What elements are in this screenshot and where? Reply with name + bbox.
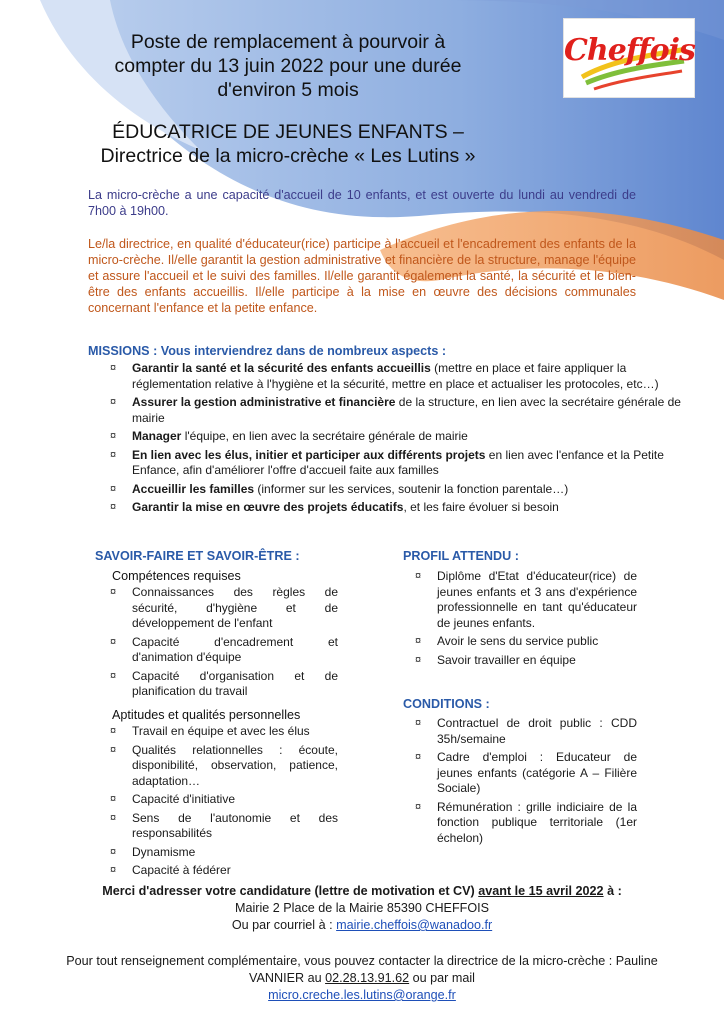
mission-item: ¤ Garantir la santé et la sécurité des enfants accueillis (mettre en place et faire appliquer la réglementation relative à l'hygiène et la sécurité, mettre en place et actualiser les protocoles, etc…) [110, 361, 659, 391]
email-line: Ou par courriel à : mairie.cheffois@wanadoo.fr [231, 918, 493, 932]
aptitude-item: ¤ Dynamisme [110, 844, 196, 859]
aptitude-item: ¤ Sens de l'autonomie et des responsabilités [110, 810, 338, 840]
condition-item: ¤ Cadre d'emploi : Educateur de jeunes enfants (catégorie A – Filière Sociale) [415, 750, 637, 795]
competence-item: ¤ Capacité d'encadrement et d'animation d'équipe [110, 634, 338, 664]
bullet-icon: ¤ [110, 430, 117, 442]
profil-item: ¤ Diplôme d'Etat d'éducateur(rice) de jeunes enfants et 3 ans d'expérience professionnelle en tant qu'éducateur de jeunes enfants. [415, 569, 637, 630]
bullet-icon: ¤ [110, 669, 117, 682]
bullet-icon: ¤ [110, 725, 117, 737]
intro-paragraph: La micro-crèche a une capacité d'accueil de 10 enfants, et est ouverte du lundi au vendredi de 7h00 à 19h00. [88, 188, 636, 218]
contact-phone[interactable]: 02.28.13.91.62 [325, 971, 410, 985]
aptitudes-heading: Aptitudes et qualités personnelles [112, 708, 301, 722]
post-title-line-3: d'environ 5 mois [217, 79, 359, 101]
role-paragraph: Le/la directrice, en qualité d'éducateur(rice) participe à l'accueil et l'encadrement des enfants de la micro-crèche. Il/elle garantit la gestion administrative et financière de la structure, manage l'équipe et assure l'accueil et le suivi des familles. Il/elle garantit également la santé, la sécurité et le bien-être des enfants accueillis. Il/elle participe à la mise en œuvre des décisions communales concernant l'enfance et la petite enfance. [88, 237, 636, 315]
post-title [88, 30, 488, 102]
mairie-email-link[interactable]: mairie.cheffois@wanadoo.fr [336, 918, 493, 932]
aptitude-item: ¤ Capacité d'initiative [110, 792, 236, 806]
aptitude-item: ¤ Capacité à fédérer [110, 863, 231, 877]
savoir-heading: SAVOIR-FAIRE ET SAVOIR-ÊTRE : [95, 549, 300, 563]
missions-list [110, 361, 682, 519]
cheffois-logo [563, 18, 695, 98]
profil-item: ¤ Savoir travailler en équipe [415, 652, 576, 667]
application-instructions: Merci d'adresser votre candidature (lettre de motivation et CV) avant le 15 avril 2022 à : [102, 884, 622, 898]
bullet-icon: ¤ [110, 793, 117, 805]
job-title [88, 120, 488, 168]
bullet-icon: ¤ [415, 717, 422, 729]
job-title-line-2: Directrice de la micro-crèche « Les Lutins » [100, 145, 476, 167]
missions-heading: MISSIONS : Vous interviendrez dans de nombreux aspects : [88, 344, 447, 358]
conditions-list [415, 716, 637, 849]
mairie-address: Mairie 2 Place de la Mairie 85390 CHEFFOIS [234, 901, 490, 915]
condition-item: ¤ Contractuel de droit public : CDD 35h/semaine [415, 716, 637, 746]
bullet-icon: ¤ [110, 586, 117, 598]
post-title-line-2: compter du 13 juin 2022 pour une durée [114, 55, 462, 77]
competence-item: ¤ Capacité d'organisation et de planification du travail [110, 668, 338, 698]
contact-block [40, 953, 684, 1004]
bullet-icon: ¤ [110, 635, 117, 648]
mission-item: ¤ Manager l'équipe, en lien avec la secrétaire générale de mairie [110, 429, 468, 443]
bullet-icon: ¤ [110, 845, 117, 858]
logo-text: Cheffois [564, 33, 695, 68]
aptitudes-list [110, 724, 338, 882]
bullet-icon: ¤ [110, 362, 117, 374]
mission-item: ¤ Garantir la mise en œuvre des projets éducatifs, et les faire évoluer si besoin [110, 500, 559, 514]
competences-heading: Compétences requises [112, 569, 241, 583]
aptitude-item: ¤ Qualités relationnelles : écoute, disponibilité, observation, patience, adaptation… [110, 742, 338, 788]
bullet-icon: ¤ [110, 811, 117, 824]
profil-item: ¤ Avoir le sens du service public [415, 634, 599, 648]
bullet-icon: ¤ [110, 448, 117, 461]
bullet-icon: ¤ [110, 396, 117, 408]
condition-item: ¤ Rémunération : grille indiciaire de la fonction publique territoriale (1er échelon) [415, 799, 637, 845]
bullet-icon: ¤ [415, 635, 422, 647]
competences-list [110, 585, 338, 703]
creche-email-link[interactable]: micro.creche.les.lutins@orange.fr [268, 988, 456, 1002]
post-title-line-1: Poste de remplacement à pourvoir à [130, 31, 446, 53]
competence-item: ¤ Connaissances des règles de sécurité, d'hygiène et de développement de l'enfant [110, 585, 338, 630]
bullet-icon: ¤ [110, 501, 117, 513]
mission-item: ¤ Accueillir les familles (informer sur les services, soutenir la fonction parentale…) [110, 481, 569, 496]
bullet-icon: ¤ [110, 864, 117, 876]
bullet-icon: ¤ [415, 570, 422, 582]
bullet-icon: ¤ [110, 743, 117, 756]
contact-info: Pour tout renseignement complémentaire, vous pouvez contacter la directrice de la micro-crèche : Pauline VANNIER au 02.28.13.91.62 ou par mail [66, 954, 658, 985]
aptitude-item: ¤ Travail en équipe et avec les élus [110, 724, 310, 738]
bullet-icon: ¤ [415, 653, 422, 666]
bullet-icon: ¤ [415, 751, 422, 763]
bullet-icon: ¤ [415, 800, 422, 813]
application-block [40, 883, 684, 934]
bullet-icon: ¤ [110, 482, 117, 495]
profil-heading: PROFIL ATTENDU : [403, 549, 519, 563]
conditions-heading: CONDITIONS : [403, 697, 490, 711]
application-deadline: avant le 15 avril 2022 [478, 884, 604, 898]
job-title-line-1: ÉDUCATRICE DE JEUNES ENFANTS – [112, 121, 464, 143]
mission-item: ¤ En lien avec les élus, initier et participer aux différents projets en lien avec l'enfance et la Petite Enfance, afin d'améliorer l'offre d'accueil faite aux familles [110, 447, 664, 477]
profil-list [415, 569, 637, 671]
mission-item: ¤ Assurer la gestion administrative et financière de la structure, en lien avec la secrétaire générale de mairie [110, 395, 681, 425]
